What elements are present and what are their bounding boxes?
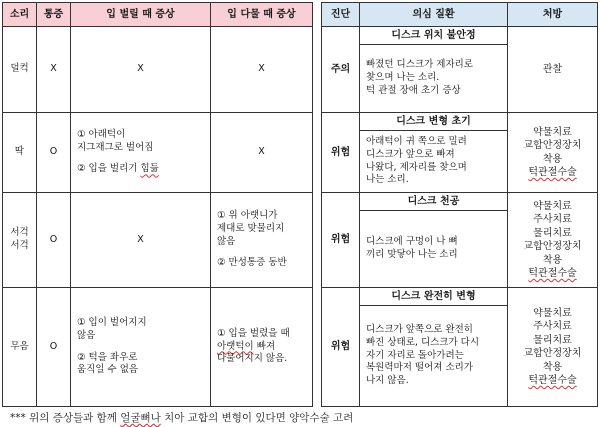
prescription-cell: 약물치료 교합안정장치 착용 턱관절수술	[508, 113, 598, 193]
disease-description: 디스크가 앞쪽으로 완전히 빠진 상태로, 디스크가 다시 자기 자리로 돌아가려는 복원력마저 떨어져 소리가 나지 않음.	[360, 306, 508, 407]
table-row	[3, 288, 313, 407]
diagnosis-level: 위험	[322, 288, 360, 407]
diagnosis-header-row	[322, 3, 598, 27]
symptom-text: ① 아래턱이	[77, 128, 126, 140]
disease-description: 아래턱이 귀 쪽으로 밀려 디스크가 앞으로 빠져 나왔다, 제자리를 찾으며 나는 소리.	[360, 131, 508, 193]
disease-name: 디스크 위치 불안정	[360, 27, 508, 45]
sound-cell: 덜컥	[3, 27, 37, 113]
diagnosis-level: 위험	[322, 193, 360, 288]
close-symptom-cell	[211, 288, 313, 407]
diagnosis-table	[321, 2, 598, 407]
disease-name: 디스크 변형 초기	[360, 113, 508, 131]
pain-cell: O	[37, 193, 71, 288]
symptom-text: 않음	[217, 235, 236, 247]
pain-cell: O	[37, 113, 71, 193]
footnote: *** 위의 증상들과 함께 얼굴뼈나 치아 교합의 변형이 있다면 양악수술 고려	[10, 412, 354, 424]
symptom-text: ① 입이 벌어지지	[77, 316, 147, 328]
prescription-cell: 약물치료 주사치료 물리치료 교합안정장치 착용 턱관절수술	[508, 288, 598, 407]
symptom-text: ② 입을 벌리기 힘듦	[77, 163, 159, 175]
symptom-text: 않음	[77, 329, 96, 341]
symptom-text: ① 입을 벌렸을 때	[217, 327, 290, 339]
table-row	[3, 113, 313, 193]
symptom-text: 제대로 맞물리지	[217, 222, 285, 234]
symptom-text: 지그재그로 벌어짐	[77, 141, 154, 153]
diagnosis-level: 위험	[322, 113, 360, 193]
open-symptom-cell	[71, 113, 211, 193]
sound-cell: 무음	[3, 288, 37, 407]
symptom-header-row	[3, 3, 313, 27]
table-row	[322, 113, 598, 131]
table-row	[322, 193, 598, 211]
diagnosis-level: 주의	[322, 27, 360, 113]
prescription-cell: 관찰	[508, 27, 598, 113]
symptom-text: ① 위 아랫니가	[217, 209, 278, 221]
header-open-symptom: 입 벌릴 때 증상	[71, 3, 211, 27]
table-row	[322, 27, 598, 45]
prescription-cell: 약물치료 주사치료 물리치료 교합안정장치 착용 턱관절수술	[508, 193, 598, 288]
table-row	[3, 193, 313, 288]
symptom-table	[2, 2, 313, 407]
header-prescription: 처방	[508, 3, 598, 27]
close-symptom-cell: X	[211, 27, 313, 113]
open-symptom-cell: X	[71, 27, 211, 113]
disease-description: 디스크에 구멍이 나 뼈 끼리 맞닿아 나는 소리	[360, 211, 508, 288]
header-close-symptom: 입 다물 때 증상	[211, 3, 313, 27]
symptom-text: 움직일 수 없음	[77, 364, 139, 376]
disease-name: 디스크 천공	[360, 193, 508, 211]
header-diagnosis: 진단	[322, 3, 360, 27]
symptom-text: 다물어지지 않음.	[217, 353, 288, 365]
header-pain: 통증	[37, 3, 71, 27]
symptom-text: 아랫턱이 빠져	[217, 340, 276, 352]
table-row	[3, 27, 313, 113]
close-symptom-cell	[211, 193, 313, 288]
disease-description: 빠졌던 디스크가 제자리로 찾으며 나는 소리. 턱 관절 장애 초기 증상	[360, 45, 508, 113]
disease-name: 디스크 완전히 변형	[360, 288, 508, 306]
header-sound: 소리	[3, 3, 37, 27]
sound-cell: 서걱 서걱	[3, 193, 37, 288]
table-row	[322, 288, 598, 306]
sound-cell: 딱	[3, 113, 37, 193]
close-symptom-cell: X	[211, 113, 313, 193]
pain-cell: X	[37, 27, 71, 113]
pain-cell: O	[37, 288, 71, 407]
open-symptom-cell: X	[71, 193, 211, 288]
symptom-text: ② 턱을 좌우로	[77, 351, 138, 363]
open-symptom-cell	[71, 288, 211, 407]
symptom-text: ② 만성통증 동반	[217, 257, 287, 269]
header-suspected-disease: 의심 질환	[360, 3, 508, 27]
